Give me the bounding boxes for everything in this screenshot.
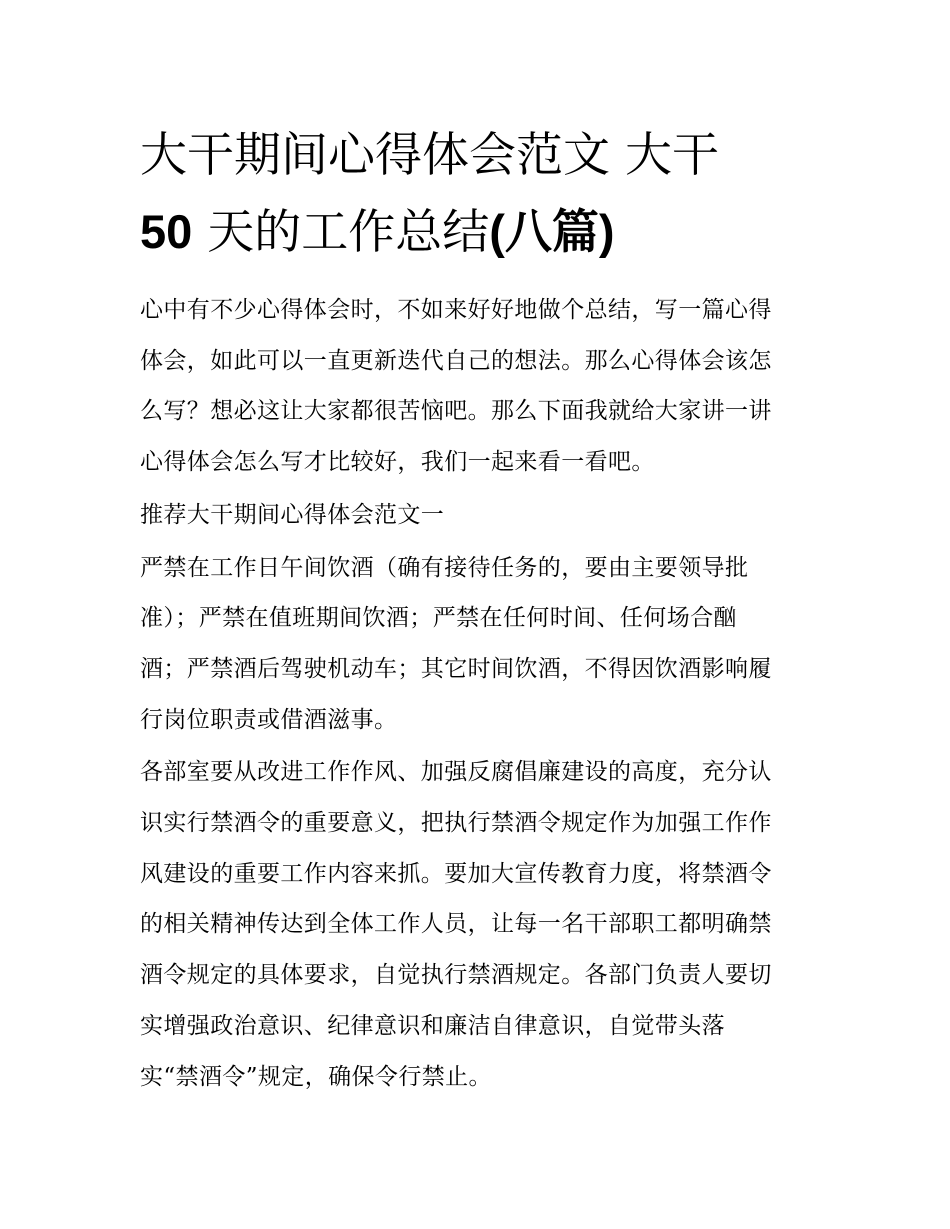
title-paren: (八篇) — [489, 205, 615, 258]
text-line: 行岗位职责或借酒滋事。 — [140, 706, 398, 733]
document-body — [140, 285, 820, 1102]
paragraph-rules — [140, 543, 820, 746]
text-line: 准）；严禁在值班期间饮酒；严禁在任何时间、任何场合酗 — [140, 605, 737, 632]
title-number: 50 — [140, 205, 193, 258]
title-line-2 — [140, 194, 820, 271]
title-text: 天的工作总结 — [192, 205, 490, 260]
document-page — [140, 118, 820, 1104]
section-heading — [140, 490, 820, 541]
text-line: 体会，如此可以一直更新迭代自己的想法。那么心得体会该怎 — [140, 347, 772, 374]
text-line: 识实行禁酒令的重要意义，把执行禁酒令规定作为加强工作作 — [140, 810, 772, 837]
text-line: 严禁在工作日午间饮酒（确有接待任务的，要由主要领导批 — [140, 554, 749, 581]
paragraph-departments — [140, 747, 820, 1102]
title-line-1: 大干期间心得体会范文 大干 — [140, 128, 719, 183]
text-line: 酒；严禁酒后驾驶机动车；其它时间饮酒，不得因饮酒影响履 — [140, 655, 772, 682]
document-title — [140, 118, 820, 271]
text-line: 么写？想必这让大家都很苦恼吧。那么下面我就给大家讲一讲 — [140, 398, 772, 425]
text-line: 心中有不少心得体会时，不如来好好地做个总结，写一篇心得 — [140, 297, 772, 323]
text-line: 的相关精神传达到全体工作人员，让每一名干部职工都明确禁 — [140, 911, 772, 938]
text-line: 推荐大干期间心得体会范文一 — [140, 501, 445, 528]
text-line: 酒令规定的具体要求，自觉执行禁酒规定。各部门负责人要切 — [140, 962, 772, 989]
text-line: 心得体会怎么写才比较好，我们一起来看一看吧。 — [140, 449, 655, 476]
text-line: 实增强政治意识、纪律意识和廉洁自律意识，自觉带头落 — [140, 1012, 725, 1039]
text-line: 风建设的重要工作内容来抓。要加大宣传教育力度，将禁酒令 — [140, 860, 772, 887]
text-line: 各部室要从改进工作作风、加强反腐倡廉建设的高度，充分认 — [140, 759, 772, 786]
paragraph-intro — [140, 285, 820, 488]
text-line: 实“禁酒令”规定，确保令行禁止。 — [140, 1063, 492, 1090]
